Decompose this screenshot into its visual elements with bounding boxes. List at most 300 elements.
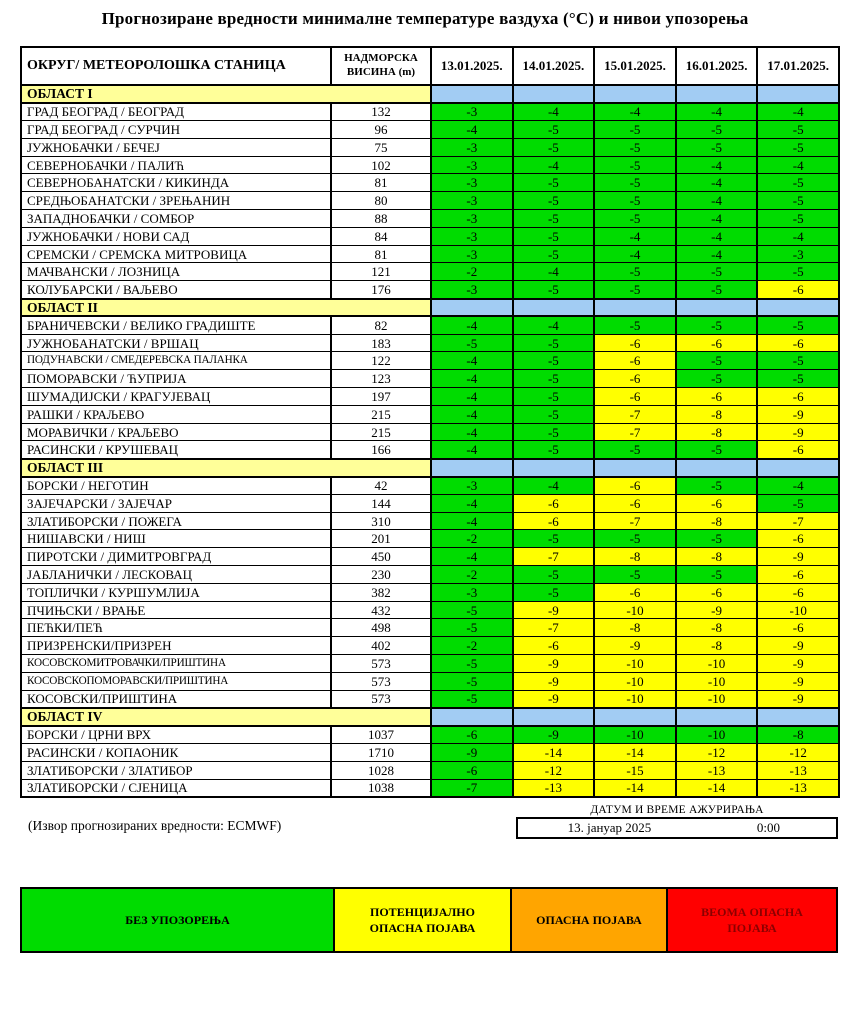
station-row — [21, 601, 839, 619]
station-name-cell: КОСОВСКОМИТРОВАЧКИ/ПРИШТИНА — [21, 655, 331, 673]
temperature-cell: -4 — [513, 156, 595, 174]
temperature-cell: -5 — [757, 370, 839, 388]
temperature-cell: -8 — [676, 637, 758, 655]
elevation-cell: 82 — [331, 316, 431, 334]
temperature-cell: -13 — [513, 779, 595, 797]
temperature-cell: -8 — [676, 405, 758, 423]
temperature-cell: -5 — [757, 121, 839, 139]
temperature-cell: -5 — [513, 370, 595, 388]
temperature-cell: -5 — [594, 316, 676, 334]
legend-label: ПОТЕНЦИЈАЛНО ОПАСНА ПОЈАВА — [369, 904, 476, 935]
temperature-cell: -14 — [676, 779, 758, 797]
temperature-cell: -6 — [594, 388, 676, 406]
elevation-cell: 1037 — [331, 726, 431, 744]
station-name-cell: ЈУЖНОБАЧКИ / БЕЧЕЈ — [21, 138, 331, 156]
station-row — [21, 655, 839, 673]
temperature-cell: -13 — [757, 779, 839, 797]
section-spacer-cell — [431, 708, 513, 726]
temperature-cell: -5 — [431, 655, 513, 673]
temperature-cell: -12 — [676, 743, 758, 761]
temperature-cell: -4 — [513, 477, 595, 495]
station-name-cell: ЗЛАТИБОРСКИ / СЈЕНИЦА — [21, 779, 331, 797]
elevation-cell: 573 — [331, 690, 431, 708]
elevation-cell: 1028 — [331, 761, 431, 779]
temperature-cell: -5 — [676, 530, 758, 548]
temperature-cell: -4 — [513, 103, 595, 121]
forecast-table — [20, 46, 840, 798]
section-header-row — [21, 459, 839, 477]
station-name-cell: СЕВЕРНОБАНАТСКИ / КИКИНДА — [21, 174, 331, 192]
temperature-cell: -7 — [513, 619, 595, 637]
temperature-cell: -4 — [676, 210, 758, 228]
legend-label: БЕЗ УПОЗОРЕЊА — [125, 912, 230, 927]
temperature-cell: -5 — [757, 494, 839, 512]
station-name-cell: РАСИНСКИ / КРУШЕВАЦ — [21, 441, 331, 459]
temperature-cell: -13 — [676, 761, 758, 779]
station-row — [21, 726, 839, 744]
temperature-cell: -6 — [676, 334, 758, 352]
temperature-cell: -3 — [757, 245, 839, 263]
legend-item — [333, 889, 510, 951]
station-row — [21, 316, 839, 334]
update-date: 13. јануар 2025 — [567, 819, 652, 835]
temperature-cell: -2 — [431, 637, 513, 655]
temperature-cell: -2 — [431, 530, 513, 548]
section-spacer-cell — [594, 85, 676, 103]
temperature-cell: -3 — [431, 245, 513, 263]
temperature-cell: -9 — [513, 690, 595, 708]
station-name-cell: ЈАБЛАНИЧКИ / ЛЕСКОВАЦ — [21, 566, 331, 584]
temperature-cell: -9 — [431, 743, 513, 761]
temperature-cell: -4 — [594, 245, 676, 263]
legend-item — [510, 889, 666, 951]
station-row — [21, 370, 839, 388]
temperature-cell: -7 — [594, 512, 676, 530]
temperature-cell: -9 — [513, 655, 595, 673]
temperature-cell: -6 — [594, 334, 676, 352]
temperature-cell: -3 — [431, 210, 513, 228]
section-label: ОБЛАСТ II — [21, 299, 431, 317]
elevation-cell: 402 — [331, 637, 431, 655]
temperature-cell: -4 — [757, 227, 839, 245]
temperature-cell: -4 — [431, 494, 513, 512]
temperature-cell: -10 — [594, 672, 676, 690]
temperature-cell: -5 — [513, 334, 595, 352]
temperature-cell: -5 — [594, 138, 676, 156]
section-spacer-cell — [513, 299, 595, 317]
temperature-cell: -9 — [594, 637, 676, 655]
temperature-cell: -5 — [676, 352, 758, 370]
temperature-cell: -3 — [431, 174, 513, 192]
elevation-cell: 123 — [331, 370, 431, 388]
temperature-cell: -5 — [513, 245, 595, 263]
temperature-cell: -6 — [757, 530, 839, 548]
station-row — [21, 423, 839, 441]
station-name-cell: ГРАД БЕОГРАД / СУРЧИН — [21, 121, 331, 139]
temperature-cell: -4 — [757, 156, 839, 174]
section-spacer-cell — [431, 299, 513, 317]
station-name-cell: МАЧВАНСКИ / ЛОЗНИЦА — [21, 263, 331, 281]
temperature-cell: -5 — [594, 192, 676, 210]
temperature-cell: -5 — [757, 192, 839, 210]
section-spacer-cell — [757, 459, 839, 477]
elevation-cell: 176 — [331, 281, 431, 299]
elevation-cell: 132 — [331, 103, 431, 121]
temperature-cell: -5 — [594, 210, 676, 228]
station-name-cell: ЗЛАТИБОРСКИ / ПОЖЕГА — [21, 512, 331, 530]
elevation-cell: 102 — [331, 156, 431, 174]
temperature-cell: -6 — [513, 512, 595, 530]
elevation-cell: 121 — [331, 263, 431, 281]
temperature-cell: -6 — [594, 494, 676, 512]
temperature-cell: -5 — [594, 121, 676, 139]
temperature-cell: -9 — [757, 405, 839, 423]
station-name-cell: МОРАВИЧКИ / КРАЉЕВО — [21, 423, 331, 441]
elevation-cell: 88 — [331, 210, 431, 228]
station-name-cell: КОСОВСКОПОМОРАВСКИ/ПРИШТИНА — [21, 672, 331, 690]
temperature-cell: -9 — [757, 690, 839, 708]
temperature-cell: -10 — [676, 672, 758, 690]
temperature-cell: -6 — [757, 441, 839, 459]
elevation-cell: 1038 — [331, 779, 431, 797]
temperature-cell: -9 — [757, 637, 839, 655]
temperature-cell: -4 — [757, 103, 839, 121]
station-name-cell: СРЕМСКИ / СРЕМСКА МИТРОВИЦА — [21, 245, 331, 263]
station-name-cell: РАСИНСКИ / КОПАОНИК — [21, 743, 331, 761]
temperature-cell: -5 — [594, 156, 676, 174]
temperature-cell: -5 — [594, 174, 676, 192]
section-spacer-cell — [431, 85, 513, 103]
station-row — [21, 103, 839, 121]
temperature-cell: -5 — [757, 263, 839, 281]
station-name-cell: ПОМОРАВСКИ / ЋУПРИЈА — [21, 370, 331, 388]
section-spacer-cell — [757, 299, 839, 317]
station-row — [21, 192, 839, 210]
temperature-cell: -7 — [431, 779, 513, 797]
temperature-cell: -5 — [513, 227, 595, 245]
table-body — [21, 85, 839, 797]
temperature-cell: -5 — [513, 210, 595, 228]
temperature-cell: -5 — [757, 316, 839, 334]
temperature-cell: -3 — [431, 103, 513, 121]
station-name-cell: ЗЛАТИБОРСКИ / ЗЛАТИБОР — [21, 761, 331, 779]
temperature-cell: -5 — [676, 566, 758, 584]
station-name-cell: ПИРОТСКИ / ДИМИТРОВГРАД — [21, 548, 331, 566]
temperature-cell: -4 — [513, 316, 595, 334]
temperature-cell: -9 — [757, 655, 839, 673]
station-row — [21, 690, 839, 708]
temperature-cell: -6 — [757, 566, 839, 584]
temperature-cell: -6 — [431, 726, 513, 744]
temperature-cell: -4 — [676, 245, 758, 263]
temperature-cell: -5 — [594, 530, 676, 548]
temperature-cell: -4 — [594, 103, 676, 121]
section-spacer-cell — [594, 708, 676, 726]
station-name-cell: НИШАВСКИ / НИШ — [21, 530, 331, 548]
elevation-cell: 84 — [331, 227, 431, 245]
update-box — [516, 817, 838, 839]
elevation-cell: 1710 — [331, 743, 431, 761]
temperature-cell: -7 — [513, 548, 595, 566]
station-row — [21, 761, 839, 779]
temperature-cell: -8 — [676, 548, 758, 566]
elevation-cell: 215 — [331, 405, 431, 423]
temperature-cell: -5 — [757, 174, 839, 192]
station-row — [21, 477, 839, 495]
temperature-cell: -7 — [594, 423, 676, 441]
station-name-cell: СРЕДЊОБАНАТСКИ / ЗРЕЊАНИН — [21, 192, 331, 210]
station-row — [21, 388, 839, 406]
legend-label: ВЕОМА ОПАСНА ПОЈАВА — [701, 904, 803, 935]
update-label: ДАТУМ И ВРЕМЕ АЖУРИРАЊА — [590, 803, 764, 816]
temperature-cell: -5 — [513, 121, 595, 139]
temperature-cell: -10 — [676, 690, 758, 708]
temperature-cell: -5 — [676, 370, 758, 388]
section-spacer-cell — [594, 459, 676, 477]
elevation-cell: 230 — [331, 566, 431, 584]
section-header-row — [21, 708, 839, 726]
station-row — [21, 121, 839, 139]
temperature-cell: -14 — [513, 743, 595, 761]
table-header — [21, 47, 839, 85]
temperature-cell: -5 — [757, 138, 839, 156]
temperature-cell: -5 — [513, 138, 595, 156]
temperature-cell: -9 — [757, 672, 839, 690]
section-spacer-cell — [431, 459, 513, 477]
station-name-cell: БРАНИЧЕВСКИ / ВЕЛИКО ГРАДИШТЕ — [21, 316, 331, 334]
temperature-cell: -5 — [676, 281, 758, 299]
date-column-header: 13.01.2025. — [431, 47, 513, 85]
temperature-cell: -5 — [594, 441, 676, 459]
temperature-cell: -4 — [431, 370, 513, 388]
temperature-cell: -4 — [431, 121, 513, 139]
temperature-cell: -5 — [757, 352, 839, 370]
elevation-cell: 75 — [331, 138, 431, 156]
temperature-cell: -4 — [431, 441, 513, 459]
elevation-cell: 96 — [331, 121, 431, 139]
elevation-header-line1: НАДМОРСКА — [344, 52, 418, 65]
temperature-cell: -2 — [431, 566, 513, 584]
temperature-cell: -9 — [757, 423, 839, 441]
station-row — [21, 334, 839, 352]
temperature-cell: -5 — [431, 690, 513, 708]
station-row — [21, 210, 839, 228]
elevation-cell: 498 — [331, 619, 431, 637]
temperature-cell: -12 — [757, 743, 839, 761]
temperature-cell: -8 — [676, 619, 758, 637]
station-name-cell: ПРИЗРЕНСКИ/ПРИЗРЕН — [21, 637, 331, 655]
station-name-cell: ЗАЈЕЧАРСКИ / ЗАЈЕЧАР — [21, 494, 331, 512]
temperature-cell: -6 — [594, 583, 676, 601]
section-spacer-cell — [676, 708, 758, 726]
station-column-header: ОКРУГ/ МЕТЕОРОЛОШКА СТАНИЦА — [21, 47, 331, 85]
temperature-cell: -5 — [513, 405, 595, 423]
station-name-cell: ТОПЛИЧКИ / КУРШУМЛИЈА — [21, 583, 331, 601]
temperature-cell: -5 — [676, 316, 758, 334]
station-name-cell: КОЛУБАРСКИ / ВАЉЕВО — [21, 281, 331, 299]
station-name-cell: ПЕЋКИ/ПЕЋ — [21, 619, 331, 637]
update-block — [516, 804, 838, 839]
temperature-cell: -10 — [594, 726, 676, 744]
temperature-cell: -6 — [676, 583, 758, 601]
temperature-cell: -5 — [513, 441, 595, 459]
date-column-header: 15.01.2025. — [594, 47, 676, 85]
temperature-cell: -3 — [431, 192, 513, 210]
station-row — [21, 619, 839, 637]
temperature-cell: -5 — [513, 583, 595, 601]
station-name-cell: ШУМАДИЈСКИ / КРАГУЈЕВАЦ — [21, 388, 331, 406]
station-name-cell: ЈУЖНОБАНАТСКИ / ВРШАЦ — [21, 334, 331, 352]
elevation-cell: 450 — [331, 548, 431, 566]
temperature-cell: -10 — [757, 601, 839, 619]
station-name-cell: ГРАД БЕОГРАД / БЕОГРАД — [21, 103, 331, 121]
temperature-cell: -5 — [676, 121, 758, 139]
station-row — [21, 637, 839, 655]
temperature-cell: -6 — [594, 352, 676, 370]
temperature-cell: -10 — [676, 726, 758, 744]
section-spacer-cell — [513, 85, 595, 103]
elevation-cell: 122 — [331, 352, 431, 370]
temperature-cell: -5 — [594, 281, 676, 299]
elevation-cell: 310 — [331, 512, 431, 530]
temperature-cell: -6 — [676, 388, 758, 406]
section-spacer-cell — [676, 85, 758, 103]
temperature-cell: -6 — [594, 370, 676, 388]
station-row — [21, 566, 839, 584]
temperature-cell: -4 — [431, 548, 513, 566]
temperature-cell: -8 — [676, 423, 758, 441]
elevation-cell: 80 — [331, 192, 431, 210]
station-row — [21, 672, 839, 690]
temperature-cell: -5 — [513, 192, 595, 210]
temperature-cell: -6 — [757, 334, 839, 352]
temperature-cell: -10 — [594, 601, 676, 619]
elevation-cell: 382 — [331, 583, 431, 601]
temperature-cell: -6 — [757, 388, 839, 406]
temperature-cell: -13 — [757, 761, 839, 779]
temperature-cell: -4 — [676, 227, 758, 245]
temperature-cell: -5 — [513, 174, 595, 192]
temperature-cell: -4 — [594, 227, 676, 245]
section-label: ОБЛАСТ III — [21, 459, 431, 477]
section-spacer-cell — [676, 299, 758, 317]
temperature-cell: -8 — [594, 548, 676, 566]
temperature-cell: -5 — [513, 352, 595, 370]
temperature-cell: -6 — [757, 281, 839, 299]
temperature-cell: -7 — [594, 405, 676, 423]
temperature-cell: -5 — [676, 263, 758, 281]
station-name-cell: ПОДУНАВСКИ / СМЕДЕРЕВСКА ПАЛАНКА — [21, 352, 331, 370]
station-name-cell: БОРСКИ / ЦРНИ ВРХ — [21, 726, 331, 744]
temperature-cell: -3 — [431, 156, 513, 174]
temperature-cell: -6 — [513, 494, 595, 512]
temperature-cell: -3 — [431, 477, 513, 495]
station-row — [21, 352, 839, 370]
station-row — [21, 156, 839, 174]
temperature-cell: -10 — [594, 655, 676, 673]
date-column-header: 17.01.2025. — [757, 47, 839, 85]
temperature-cell: -3 — [431, 227, 513, 245]
temperature-cell: -4 — [676, 156, 758, 174]
temperature-cell: -5 — [676, 138, 758, 156]
temperature-cell: -4 — [431, 423, 513, 441]
warning-legend — [20, 887, 838, 953]
section-spacer-cell — [676, 459, 758, 477]
temperature-cell: -4 — [513, 263, 595, 281]
station-name-cell: ЗАПАДНОБАЧКИ / СОМБОР — [21, 210, 331, 228]
elevation-cell: 573 — [331, 655, 431, 673]
station-row — [21, 138, 839, 156]
temperature-cell: -6 — [676, 494, 758, 512]
temperature-cell: -4 — [431, 405, 513, 423]
temperature-cell: -9 — [513, 726, 595, 744]
section-label: ОБЛАСТ IV — [21, 708, 431, 726]
elevation-cell: 215 — [331, 423, 431, 441]
elevation-cell: 201 — [331, 530, 431, 548]
temperature-cell: -4 — [431, 352, 513, 370]
temperature-cell: -9 — [676, 601, 758, 619]
temperature-cell: -5 — [513, 388, 595, 406]
temperature-cell: -4 — [431, 388, 513, 406]
station-row — [21, 583, 839, 601]
elevation-cell: 81 — [331, 174, 431, 192]
temperature-cell: -3 — [431, 281, 513, 299]
temperature-cell: -5 — [757, 210, 839, 228]
temperature-cell: -5 — [676, 441, 758, 459]
station-name-cell: КОСОВСКИ/ПРИШТИНА — [21, 690, 331, 708]
legend-item — [666, 889, 836, 951]
page-title: Прогнозиране вредности минималне температуре ваздуха (°C) и нивои упозорења — [101, 9, 749, 28]
temperature-cell: -4 — [431, 316, 513, 334]
station-row — [21, 779, 839, 797]
station-row — [21, 743, 839, 761]
section-header-row — [21, 299, 839, 317]
station-row — [21, 530, 839, 548]
station-row — [21, 494, 839, 512]
temperature-cell: -14 — [594, 743, 676, 761]
section-label: ОБЛАСТ I — [21, 85, 431, 103]
temperature-cell: -4 — [676, 103, 758, 121]
section-header-row — [21, 85, 839, 103]
temperature-cell: -10 — [676, 655, 758, 673]
elevation-cell: 573 — [331, 672, 431, 690]
temperature-cell: -8 — [676, 512, 758, 530]
elevation-cell: 166 — [331, 441, 431, 459]
temperature-cell: -4 — [676, 192, 758, 210]
elevation-cell: 81 — [331, 245, 431, 263]
temperature-cell: -2 — [431, 263, 513, 281]
temperature-cell: -5 — [431, 334, 513, 352]
elevation-header-line2: ВИСИНА (m) — [346, 66, 416, 78]
update-time: 0:00 — [756, 819, 780, 835]
temperature-cell: -6 — [513, 637, 595, 655]
station-row — [21, 405, 839, 423]
station-row — [21, 263, 839, 281]
temperature-cell: -5 — [431, 619, 513, 637]
station-row — [21, 281, 839, 299]
temperature-cell: -5 — [676, 477, 758, 495]
elevation-cell: 197 — [331, 388, 431, 406]
temperature-cell: -6 — [757, 619, 839, 637]
station-name-cell: РАШКИ / КРАЉЕВО — [21, 405, 331, 423]
temperature-cell: -9 — [513, 601, 595, 619]
legend-label: ОПАСНА ПОЈАВА — [536, 912, 642, 927]
temperature-cell: -4 — [431, 512, 513, 530]
temperature-cell: -8 — [757, 726, 839, 744]
elevation-cell: 183 — [331, 334, 431, 352]
temperature-cell: -5 — [513, 281, 595, 299]
temperature-cell: -3 — [431, 583, 513, 601]
